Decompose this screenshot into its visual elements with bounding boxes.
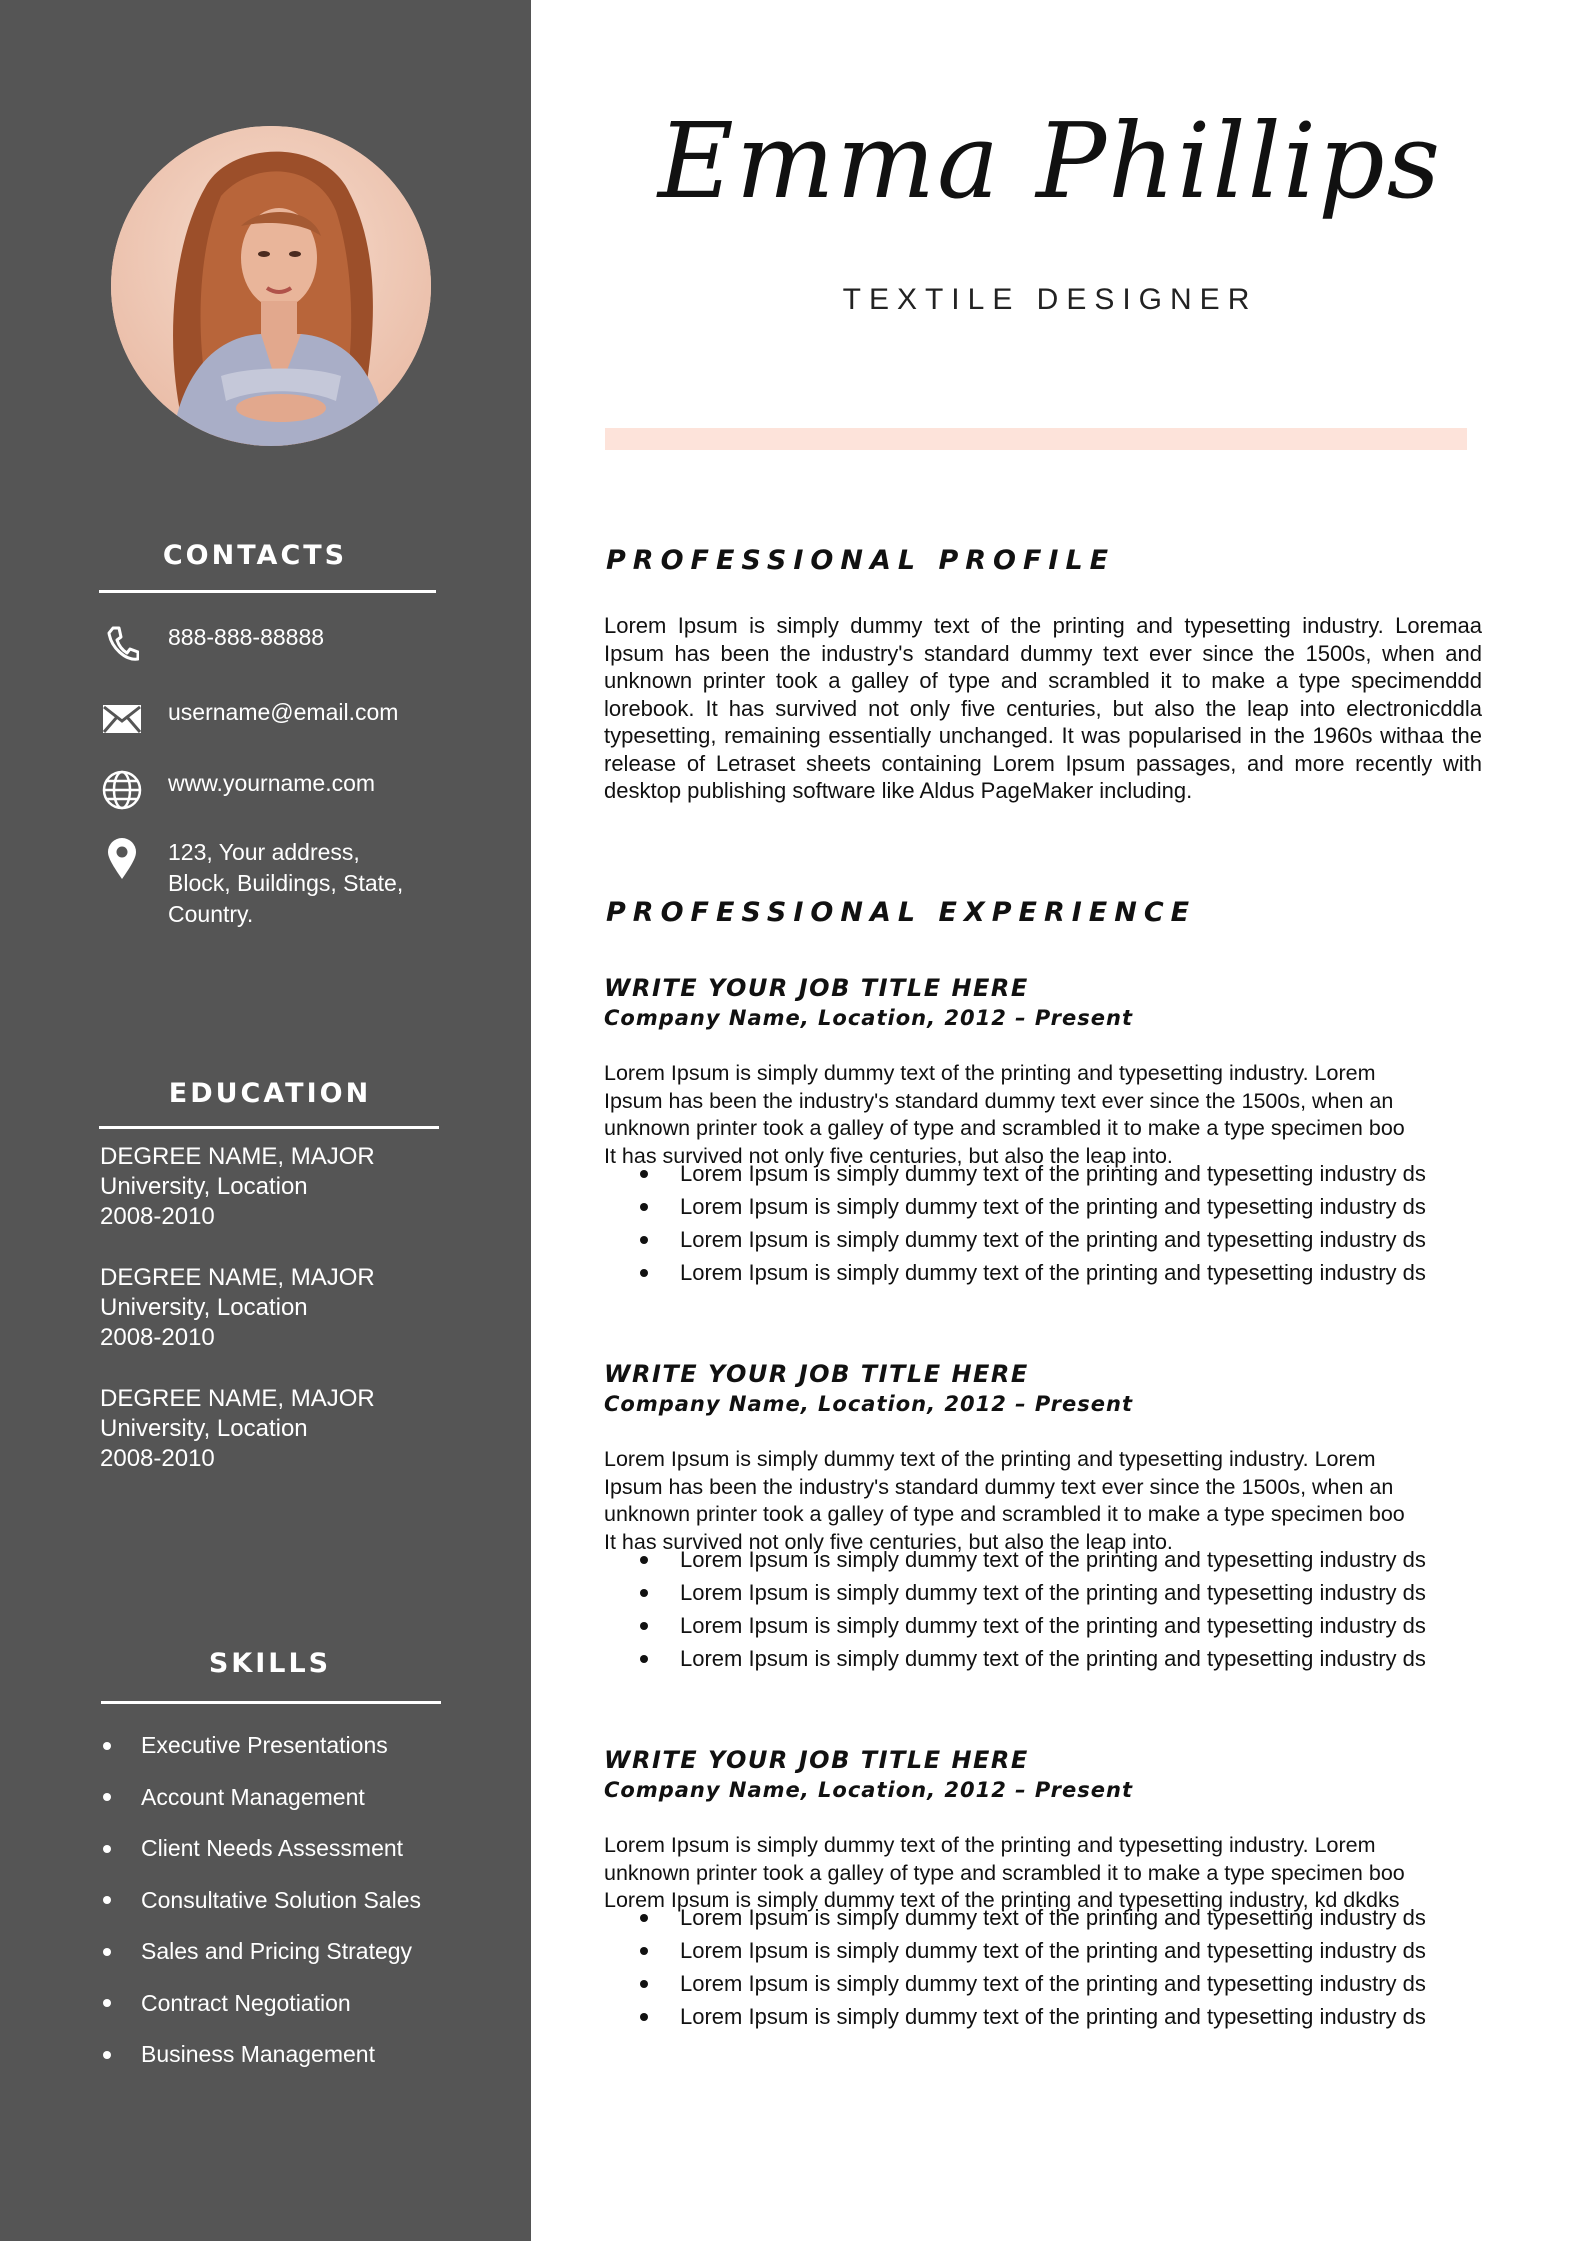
bullet-icon (640, 1622, 648, 1630)
job-bullet-item (640, 1223, 1500, 1256)
skill-label: Contract Negotiation (141, 1989, 351, 2016)
map-pin-icon (100, 837, 144, 881)
envelope-icon (100, 697, 144, 741)
profile-photo-illustration (111, 126, 431, 446)
profile-photo (111, 126, 431, 446)
candidate-job-title: TEXTILE DESIGNER (842, 283, 1258, 316)
contact-phone (100, 622, 520, 666)
job-description-line: unknown printer took a galley of type and scrambled it to make a type specimen boo (604, 1116, 1405, 1140)
skill-label: Consultative Solution Sales (141, 1886, 421, 1913)
bullet-icon (640, 1236, 648, 1244)
sidebar (0, 0, 531, 2241)
job-bullet-text: Lorem Ipsum is simply dummy text of the printing and typesetting industry ds (680, 1546, 1426, 1572)
job-bullet-item (640, 1934, 1500, 1967)
contacts-heading: CONTACTS (162, 540, 348, 571)
skill-label: Account Management (141, 1783, 365, 1810)
education-degree: DEGREE NAME, MAJOR (100, 1264, 375, 1291)
job-description-line: unknown printer took a galley of type and scrambled it to make a type specimen boo (604, 1860, 1405, 1885)
job-description (604, 1060, 1486, 1170)
job-description-line: Ipsum has been the industry's standard dummy text ever since the 1500s, when an (604, 1088, 1394, 1113)
contact-address (100, 837, 520, 930)
job-bullets (640, 1157, 1500, 1289)
profile-summary: Lorem Ipsum is simply dummy text of the printing and typesetting industry. Loremaa Ipsum has been the industry's standard dummy text ever since the 1500s, when and unknown printer took a galley of type and scrambled it to make a type specimenddd lorebook. It has survived not only five centuries, but also the leap into electronicddla typesetting, remaining essentially unchanged. It was popularised in the 1960s withaa the release of Letraset sheets containing Lorem Ipsum passages, and more recently with desktop publishing software like Aldus PageMaker including. (604, 613, 1482, 803)
bullet-icon (103, 1793, 111, 1801)
contact-email (100, 697, 520, 741)
skill-item (100, 1823, 520, 1875)
job-bullet-item (640, 1256, 1500, 1289)
job-bullets (640, 1901, 1500, 2033)
bullet-icon (640, 1980, 648, 1988)
bullet-icon (103, 1948, 111, 1956)
profile-heading: PROFESSIONAL PROFILE (606, 545, 1116, 576)
job-company: Company Name, Location, 2012 – Present (604, 1006, 1134, 1030)
globe-icon (100, 768, 144, 812)
job-bullet-text: Lorem Ipsum is simply dummy text of the printing and typesetting industry ds (680, 1645, 1426, 1671)
job-description-line: Ipsum has been the industry's standard dummy text ever since the 1500s, when an (604, 1474, 1394, 1499)
education-degree: DEGREE NAME, MAJOR (100, 1143, 375, 1170)
education-school: University, Location (100, 1294, 308, 1321)
education-years: 2008-2010 (100, 1445, 215, 1472)
job-bullet-item (640, 1157, 1500, 1190)
job-bullet-item (640, 1901, 1500, 1934)
skills-list (100, 1720, 520, 2081)
skill-label: Sales and Pricing Strategy (141, 1938, 413, 1965)
job-bullets (640, 1543, 1500, 1675)
education-heading: EDUCATION (168, 1078, 372, 1109)
job-description-line: Lorem Ipsum is simply dummy text of the printing and typesetting industry, kd dkdks (604, 1888, 1400, 1912)
job-bullet-item (640, 2000, 1500, 2033)
job-bullet-item (640, 1190, 1500, 1223)
job-bullet-text: Lorem Ipsum is simply dummy text of the printing and typesetting industry ds (680, 1937, 1426, 1963)
skill-label: Executive Presentations (141, 1732, 388, 1759)
bullet-icon (103, 1999, 111, 2007)
bullet-icon (640, 1914, 648, 1922)
bullet-icon (640, 1269, 648, 1277)
job-description-line: unknown printer took a galley of type and scrambled it to make a type specimen boo (604, 1502, 1405, 1526)
bullet-icon (103, 1742, 111, 1750)
skill-item (100, 1978, 520, 2030)
education-degree: DEGREE NAME, MAJOR (100, 1385, 375, 1412)
address-line-1: 123, Your address, (168, 839, 360, 865)
job-description-line: Lorem Ipsum is simply dummy text of the printing and typesetting industry. Lorem (604, 1833, 1376, 1857)
job-title: WRITE YOUR JOB TITLE HERE (604, 974, 1029, 1002)
job-bullet-text: Lorem Ipsum is simply dummy text of the printing and typesetting industry ds (680, 1160, 1426, 1186)
job-description-line: It has survived not only five centuries, but also the leap into. (604, 1143, 1173, 1168)
job-description-line: Lorem Ipsum is simply dummy text of the printing and typesetting industry. Lorem (604, 1061, 1376, 1085)
contact-website (100, 768, 520, 812)
candidate-name: Emma Phillips (657, 100, 1443, 222)
skill-item (100, 1772, 520, 1824)
phone-icon (100, 622, 144, 666)
job-company: Company Name, Location, 2012 – Present (604, 1392, 1134, 1416)
bullet-icon (640, 1203, 648, 1211)
education-item (100, 1384, 500, 1474)
experience-heading: PROFESSIONAL EXPERIENCE (606, 897, 1197, 928)
skill-item (100, 1875, 520, 1927)
job-bullet-item (640, 1609, 1500, 1642)
bullet-icon (640, 1589, 648, 1597)
education-school: University, Location (100, 1173, 308, 1200)
address-line-2: Block, Buildings, State, (168, 870, 404, 896)
contacts-divider (99, 590, 436, 593)
job-bullet-item (640, 1576, 1500, 1609)
website-url[interactable]: www.yourname.com (168, 770, 376, 796)
job-description-line: Lorem Ipsum is simply dummy text of the printing and typesetting industry. Lorem (604, 1447, 1376, 1471)
education-years: 2008-2010 (100, 1324, 215, 1351)
skill-label: Client Needs Assessment (141, 1835, 404, 1862)
address-text (168, 837, 403, 930)
address-line-3: Country. (168, 901, 254, 927)
bullet-icon (103, 1845, 111, 1853)
skill-label: Business Management (141, 2041, 375, 2068)
skill-item (100, 1720, 520, 1772)
bullet-icon (103, 2051, 111, 2059)
education-years: 2008-2010 (100, 1203, 215, 1230)
job-bullet-text: Lorem Ipsum is simply dummy text of the printing and typesetting industry ds (680, 1193, 1426, 1219)
job-bullet-text: Lorem Ipsum is simply dummy text of the printing and typesetting industry ds (680, 1226, 1426, 1252)
phone-number[interactable]: 888-888-88888 (168, 624, 325, 650)
skill-item (100, 1926, 520, 1978)
job-description (604, 1446, 1486, 1556)
job-bullet-text: Lorem Ipsum is simply dummy text of the printing and typesetting industry ds (680, 1970, 1426, 1996)
bullet-icon (103, 1896, 111, 1904)
bullet-icon (640, 1947, 648, 1955)
email-address[interactable]: username@email.com (168, 699, 399, 725)
job-bullet-item (640, 1642, 1500, 1675)
skills-divider (101, 1701, 441, 1704)
job-title: WRITE YOUR JOB TITLE HERE (604, 1746, 1029, 1774)
education-divider (99, 1126, 439, 1129)
bullet-icon (640, 1170, 648, 1178)
education-school: University, Location (100, 1415, 308, 1442)
bullet-icon (640, 1655, 648, 1663)
job-description-line: It has survived not only five centuries, but also the leap into. (604, 1529, 1173, 1554)
job-bullet-text: Lorem Ipsum is simply dummy text of the printing and typesetting industry ds (680, 1612, 1426, 1638)
job-company: Company Name, Location, 2012 – Present (604, 1778, 1134, 1802)
job-bullet-text: Lorem Ipsum is simply dummy text of the printing and typesetting industry ds (680, 1259, 1426, 1285)
education-item (100, 1142, 500, 1232)
education-item (100, 1263, 500, 1353)
job-bullet-text: Lorem Ipsum is simply dummy text of the printing and typesetting industry ds (680, 2003, 1426, 2029)
bullet-icon (640, 2013, 648, 2021)
job-bullet-item (640, 1967, 1500, 2000)
skill-item (100, 2029, 520, 2081)
job-title: WRITE YOUR JOB TITLE HERE (604, 1360, 1029, 1388)
skills-heading: SKILLS (208, 1648, 332, 1679)
job-bullet-text: Lorem Ipsum is simply dummy text of the printing and typesetting industry ds (680, 1579, 1426, 1605)
accent-divider (605, 428, 1467, 450)
job-bullet-text: Lorem Ipsum is simply dummy text of the printing and typesetting industry ds (680, 1904, 1426, 1930)
job-bullet-item (640, 1543, 1500, 1576)
bullet-icon (640, 1556, 648, 1564)
